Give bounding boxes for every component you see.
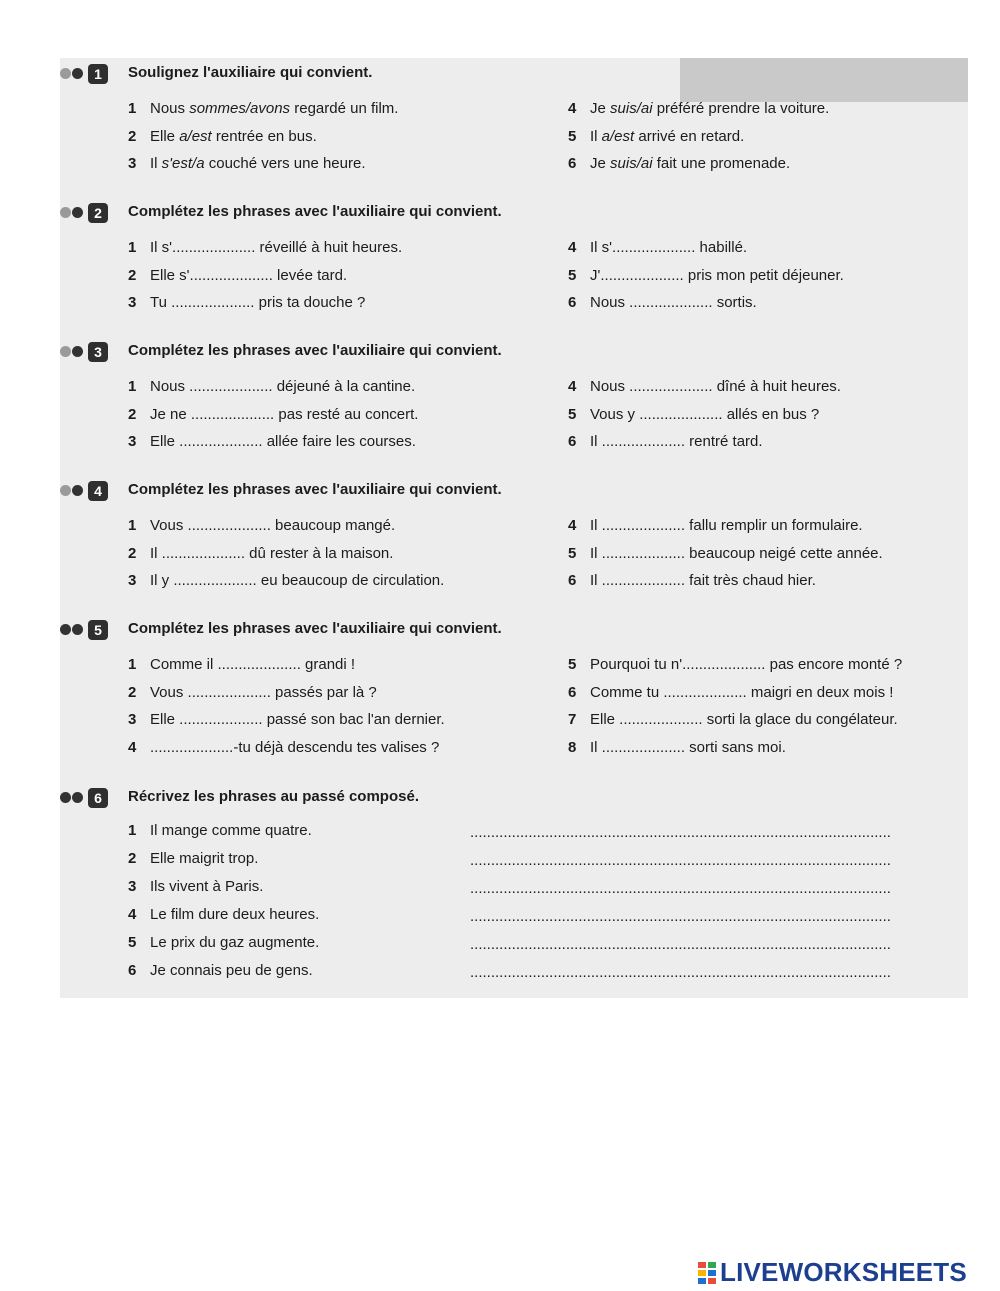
exercise-item: 2 Elle maigrit trop. [128,850,259,867]
exercise-title: Complétez les phrases avec l'auxiliaire qui convient. [128,342,502,359]
answer-line[interactable]: ..................................................................................................... [470,880,891,897]
exercise-item: 5 Il a/est arrivé en retard. [568,128,745,145]
exercise-item: 3 Ils vivent à Paris. [128,878,264,895]
exercise-1 [60,60,968,180]
exercise-item[interactable]: 1 Nous .................... déjeuné à la cantine. [128,378,416,395]
level-dots-icon [60,65,90,81]
exercise-item[interactable]: 6 Il .................... rentré tard. [568,433,763,450]
exercise-number: 1 [88,64,108,84]
auxiliary-choice[interactable]: s'est/a [161,155,205,172]
exercise-number: 2 [88,203,108,223]
exercise-item[interactable]: 4 Il .................... fallu remplir un formulaire. [568,517,863,534]
exercise-item[interactable]: 4 Nous .................... dîné à huit heures. [568,378,841,395]
exercise-header [60,338,968,364]
exercise-item[interactable]: 5 Il .................... beaucoup neigé cette année. [568,545,883,562]
exercise-title: Récrivez les phrases au passé composé. [128,788,419,805]
exercise-number: 5 [88,620,108,640]
level-dots-icon [60,621,90,637]
exercise-item[interactable]: 3 Tu .................... pris ta douche ? [128,294,366,311]
exercise-item[interactable]: 6 Comme tu .................... maigri en deux mois ! [568,684,894,701]
exercise-item[interactable]: 2 Je ne .................... pas resté au concert. [128,406,419,423]
exercise-title: Complétez les phrases avec l'auxiliaire qui convient. [128,481,502,498]
exercise-item[interactable]: 7 Elle .................... sorti la glace du congélateur. [568,711,898,728]
answer-line[interactable]: ..................................................................................................... [470,824,891,841]
level-dots-icon [60,343,90,359]
auxiliary-choice[interactable]: suis/ai [610,155,653,172]
exercise-item[interactable]: 1 Il s'.................... réveillé à huit heures. [128,239,403,256]
exercise-item[interactable]: 6 Il .................... fait très chaud hier. [568,572,816,589]
logo-grid-icon [698,1262,716,1282]
exercise-item[interactable]: 8 Il .................... sorti sans moi. [568,739,786,756]
exercise-item[interactable]: 4 ....................-tu déjà descendu tes valises ? [128,739,440,756]
exercise-item: 4 Le film dure deux heures. [128,906,320,923]
exercise-number: 3 [88,342,108,362]
exercise-item: 5 Le prix du gaz augmente. [128,934,320,951]
level-dots-icon [60,482,90,498]
level-dots-icon [60,789,90,805]
exercise-5 [60,616,968,766]
exercise-item: 1 Il mange comme quatre. [128,822,312,839]
exercise-item[interactable]: 2 Elle s'.................... levée tard. [128,267,348,284]
exercise-item: 2 Elle a/est rentrée en bus. [128,128,317,145]
exercise-item[interactable]: 3 Elle .................... passé son bac l'an dernier. [128,711,445,728]
liveworksheets-logo [698,1258,967,1286]
exercise-item[interactable]: 3 Elle .................... allée faire les courses. [128,433,416,450]
exercise-item[interactable]: 6 Nous .................... sortis. [568,294,757,311]
exercise-title: Complétez les phrases avec l'auxiliaire qui convient. [128,203,502,220]
level-dots-icon [60,204,90,220]
exercise-item[interactable]: 5 Pourquoi tu n'.................... pas encore monté ? [568,656,903,673]
exercise-item[interactable]: 3 Il y .................... eu beaucoup de circulation. [128,572,445,589]
exercise-item: 3 Il s'est/a couché vers une heure. [128,155,366,172]
exercise-item: 6 Je suis/ai fait une promenade. [568,155,791,172]
exercise-header [60,616,968,642]
exercise-6 [60,784,968,984]
exercise-title: Complétez les phrases avec l'auxiliaire qui convient. [128,620,502,637]
answer-line[interactable]: ..................................................................................................... [470,908,891,925]
exercise-title: Soulignez l'auxiliaire qui convient. [128,64,373,81]
auxiliary-choice[interactable]: a/est [179,128,212,145]
auxiliary-choice[interactable]: a/est [601,128,635,145]
exercise-item[interactable]: 1 Vous .................... beaucoup mangé. [128,517,396,534]
exercise-header [60,199,968,225]
auxiliary-choice[interactable]: suis/ai [610,100,653,117]
exercise-item: 4 Je suis/ai préféré prendre la voiture. [568,100,830,117]
exercise-number: 6 [88,788,108,808]
exercise-item: 6 Je connais peu de gens. [128,962,313,979]
logo-text: LIVEWORKSHEETS [720,1256,967,1287]
exercise-item[interactable]: 2 Vous .................... passés par là ? [128,684,377,701]
answer-line[interactable]: ..................................................................................................... [470,936,891,953]
exercise-item[interactable]: 4 Il s'.................... habillé. [568,239,748,256]
exercise-4 [60,477,968,597]
exercise-3 [60,338,968,458]
exercise-item: 1 Nous sommes/avons regardé un film. [128,100,399,117]
exercise-header [60,477,968,503]
answer-line[interactable]: ..................................................................................................... [470,964,891,981]
auxiliary-choice[interactable]: sommes/avons [189,100,291,117]
exercise-item[interactable]: 2 Il .................... dû rester à la maison. [128,545,394,562]
exercise-2 [60,199,968,319]
answer-line[interactable]: ..................................................................................................... [470,852,891,869]
exercise-header [60,784,968,810]
exercise-item[interactable]: 5 J'.................... pris mon petit déjeuner. [568,267,844,284]
exercise-number: 4 [88,481,108,501]
exercise-item[interactable]: 5 Vous y .................... allés en bus ? [568,406,820,423]
exercise-item[interactable]: 1 Comme il .................... grandi ! [128,656,356,673]
exercise-header [60,60,968,86]
